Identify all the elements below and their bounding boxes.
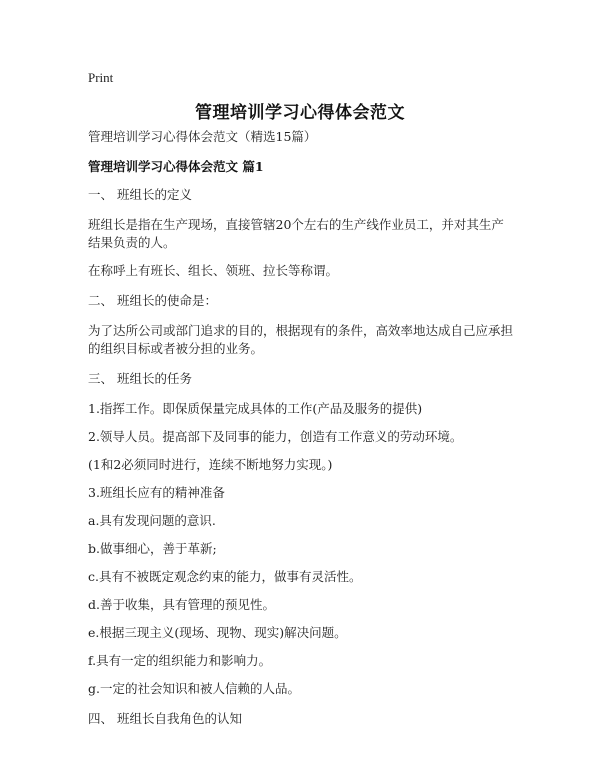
section-title: 管理培训学习心得体会范文 篇1: [88, 159, 264, 174]
document-subtitle: 管理培训学习心得体会范文（精选15篇）: [88, 129, 317, 144]
list-item: b.做事细心，善于革新;: [88, 541, 217, 556]
document-title: 管理培训学习心得体会范文: [195, 103, 405, 123]
list-item: e.根据三现主义(现场、现物、现实)解决问题。: [88, 625, 347, 640]
list-item: 3.班组长应有的精神准备: [88, 485, 225, 500]
paragraph-mission: 为了达所公司或部门追求的目的，根据现有的条件，高效率地达成自己应承担的组织目标或者被分担的业务。: [88, 323, 514, 356]
print-link[interactable]: Print: [88, 70, 114, 85]
list-item: g.一定的社会知识和被人信赖的人品。: [88, 681, 300, 696]
list-item: 2.领导人员。提高部下及同事的能力，创造有工作意义的劳动环境。: [88, 429, 463, 444]
heading-tasks: 三、 班组长的任务: [88, 371, 192, 386]
heading-mission: 二、 班组长的使命是：: [88, 293, 217, 308]
heading-self-role: 四、 班组长自我角色的认知: [88, 711, 242, 726]
heading-definition: 一、 班组长的定义: [88, 187, 192, 202]
document-content: [88, 128, 516, 728]
paragraph-titles: 在称呼上有班长、组长、领班、拉长等称谓。: [88, 263, 339, 278]
list-item: d.善于收集，具有管理的预见性。: [88, 597, 275, 612]
list-item: 1.指挥工作。即保质保量完成具体的工作(产品及服务的提供): [88, 401, 423, 416]
list-item: (1和2必须同时进行，连续不断地努力实现。): [88, 457, 333, 472]
paragraph-definition: 班组长是指在生产现场，直接管辖20个左右的生产线作业员工，并对其生产结果负责的人。: [88, 217, 504, 250]
list-item: c.具有不被既定观念约束的能力，做事有灵活性。: [88, 569, 362, 584]
list-item: f.具有一定的组织能力和影响力。: [88, 653, 272, 668]
list-item: a.具有发现问题的意识.: [88, 513, 216, 528]
